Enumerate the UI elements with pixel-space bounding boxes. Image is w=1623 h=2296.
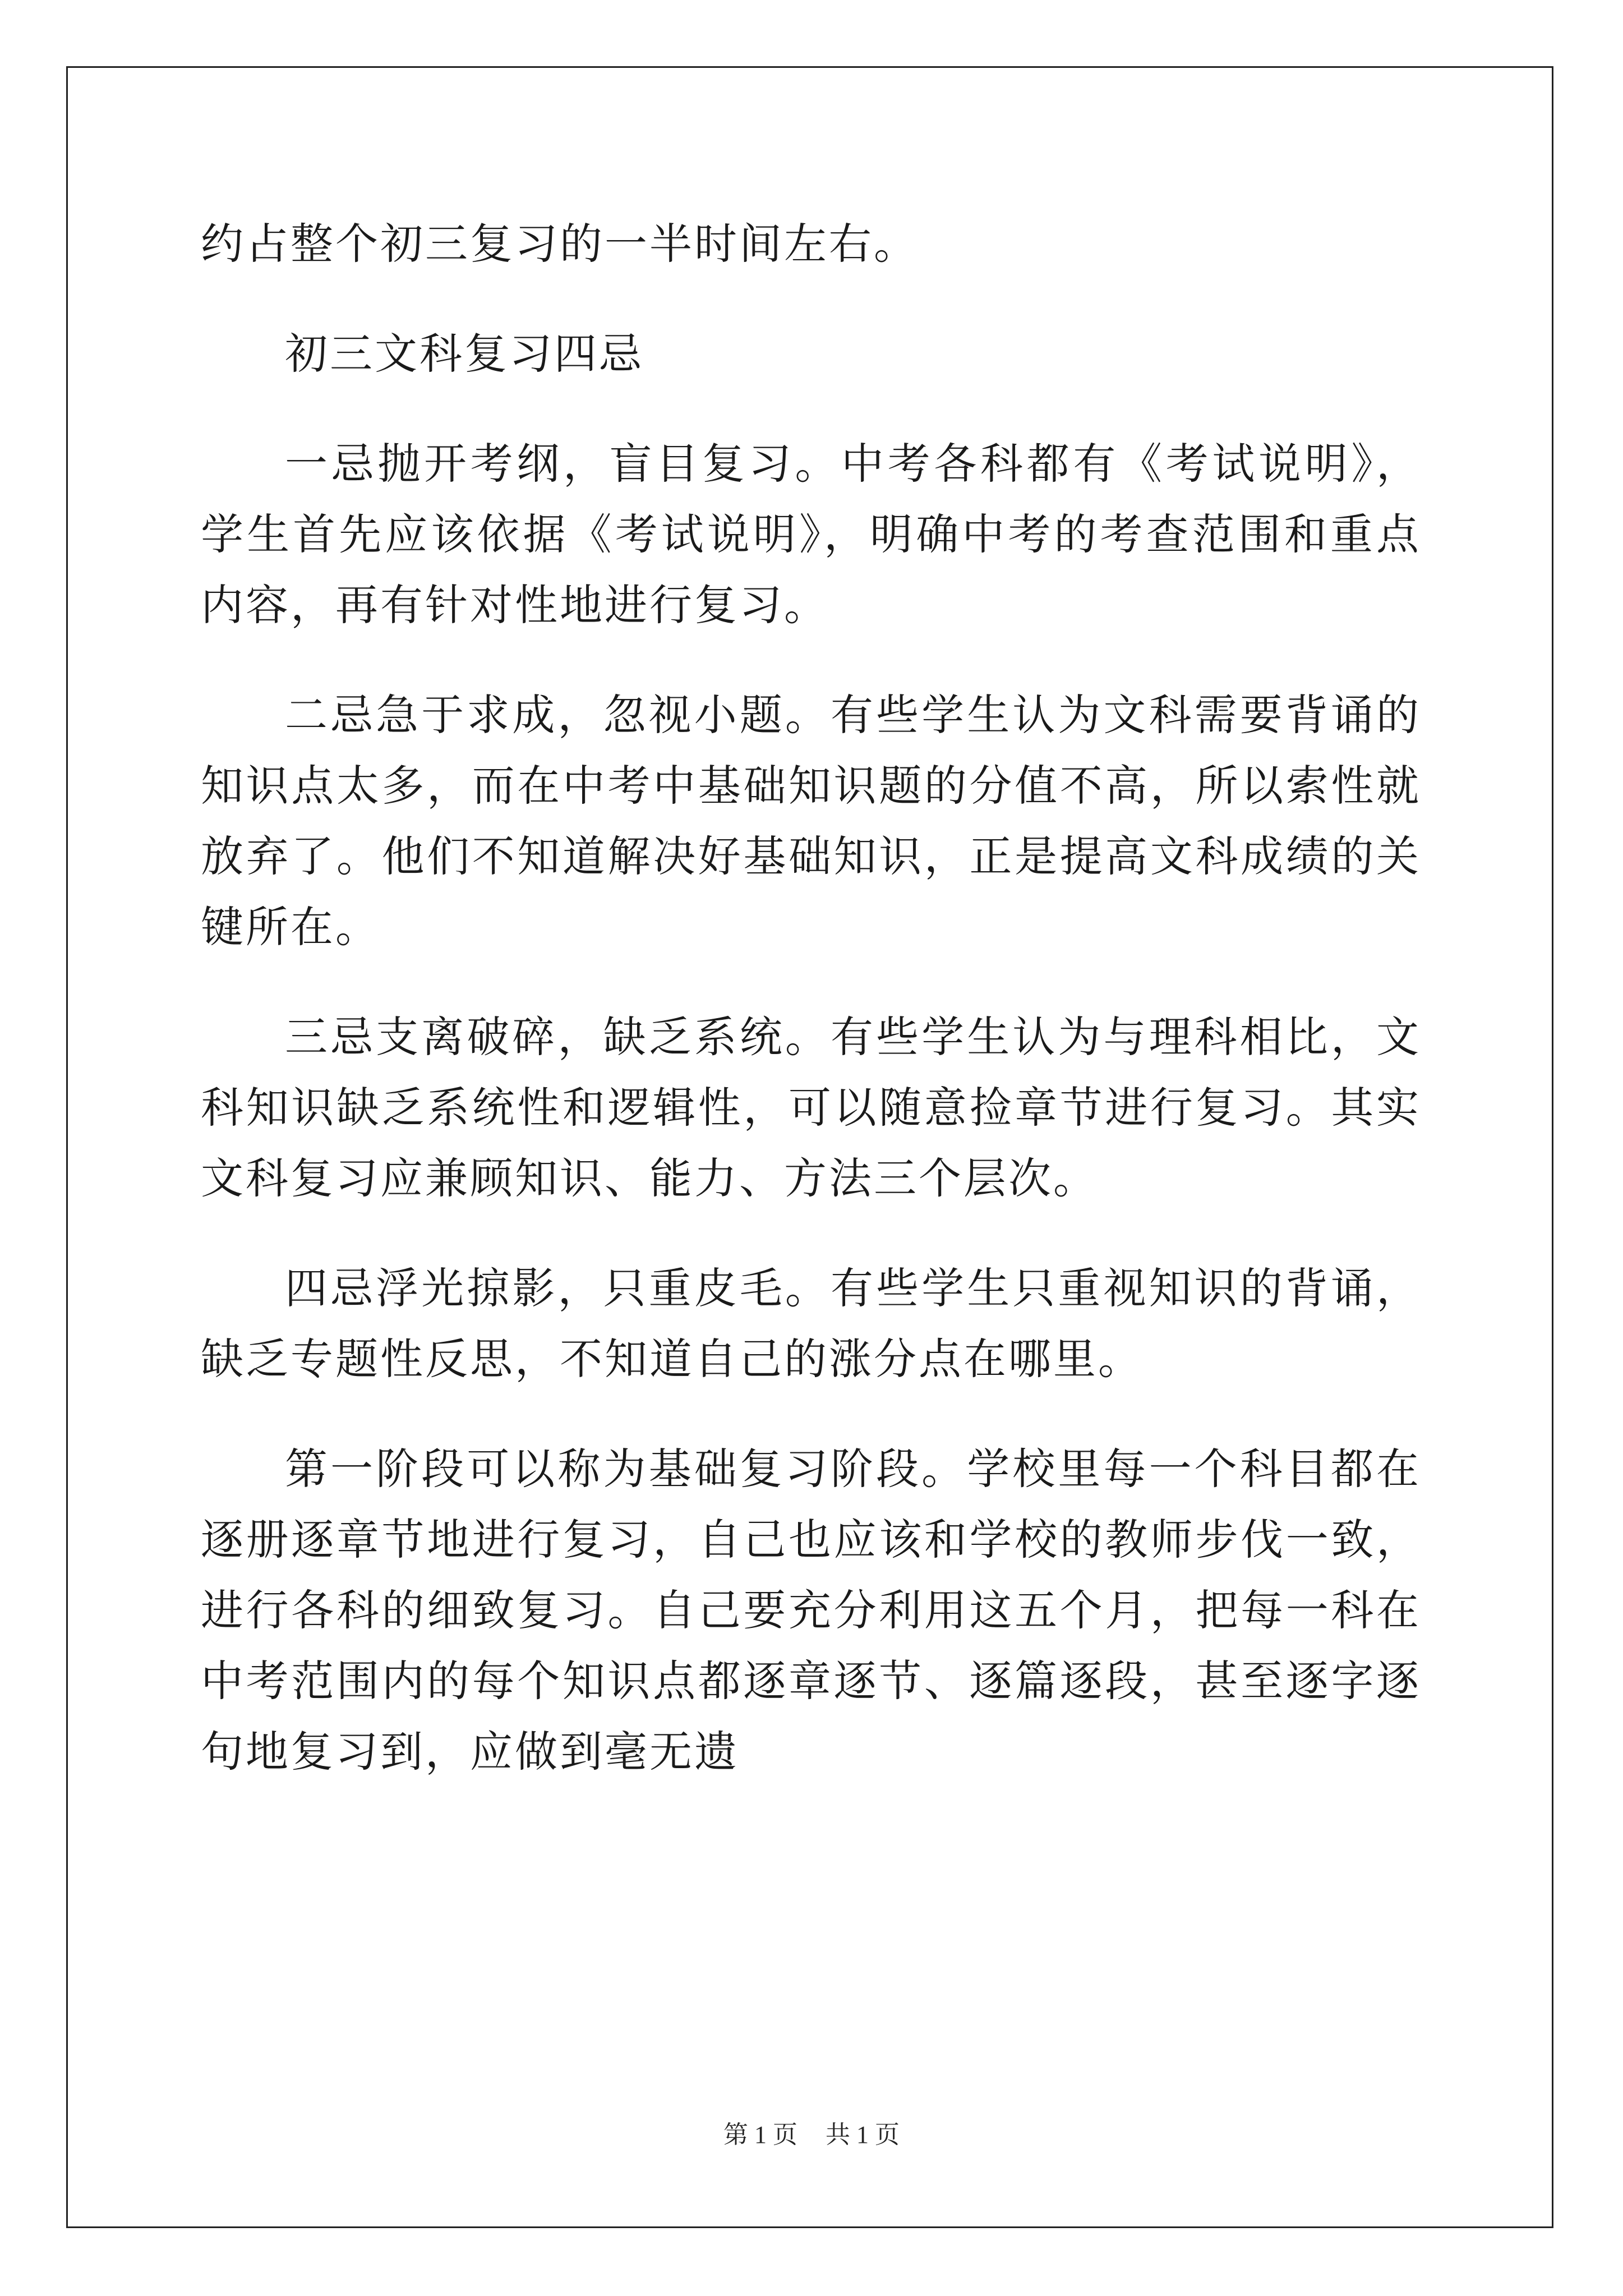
page-footer	[0, 2119, 1623, 2151]
page-number: 第 1 页	[723, 2121, 797, 2148]
section-heading: 初三文科复习四忌	[285, 329, 644, 379]
paragraph-taboo-3: 三忌支离破碎，缺乏系统。有些学生认为与理科相比，文科知识缺乏系统性和逻辑性，可以随意捡章节进行复习。其实文科复习应兼顾知识、能力、方法三个层次。	[201, 1012, 1421, 1203]
paragraph-taboo-1: 一忌抛开考纲，盲目复习。中考各科都有《考试说明》，学生首先应该依据《考试说明》，明确中考的考查范围和重点内容，再有针对性地进行复习。	[201, 439, 1421, 630]
paragraph-continuation: 约占整个初三复习的一半时间左右。	[201, 219, 919, 269]
paragraph-taboo-2: 二忌急于求成，忽视小题。有些学生认为文科需要背诵的知识点太多，而在中考中基础知识题的分值不高，所以索性就放弃了。他们不知道解决好基础知识，正是提高文科成绩的关键所在。	[201, 690, 1421, 952]
document-body	[201, 209, 1421, 1826]
paragraph-stage-1: 第一阶段可以称为基础复习阶段。学校里每一个科目都在逐册逐章节地进行复习，自己也应该和学校的教师步伐一致，进行各科的细致复习。自己要充分利用这五个月，把每一科在中考范围内的每个知识点都逐章逐节、逐篇逐段，甚至逐字逐句地复习到，应做到毫无遗	[201, 1444, 1421, 1777]
page-total: 共 1 页	[826, 2121, 900, 2148]
paragraph-taboo-4: 四忌浮光掠影，只重皮毛。有些学生只重视知识的背诵，缺乏专题性反思，不知道自己的涨分点在哪里。	[201, 1263, 1421, 1384]
